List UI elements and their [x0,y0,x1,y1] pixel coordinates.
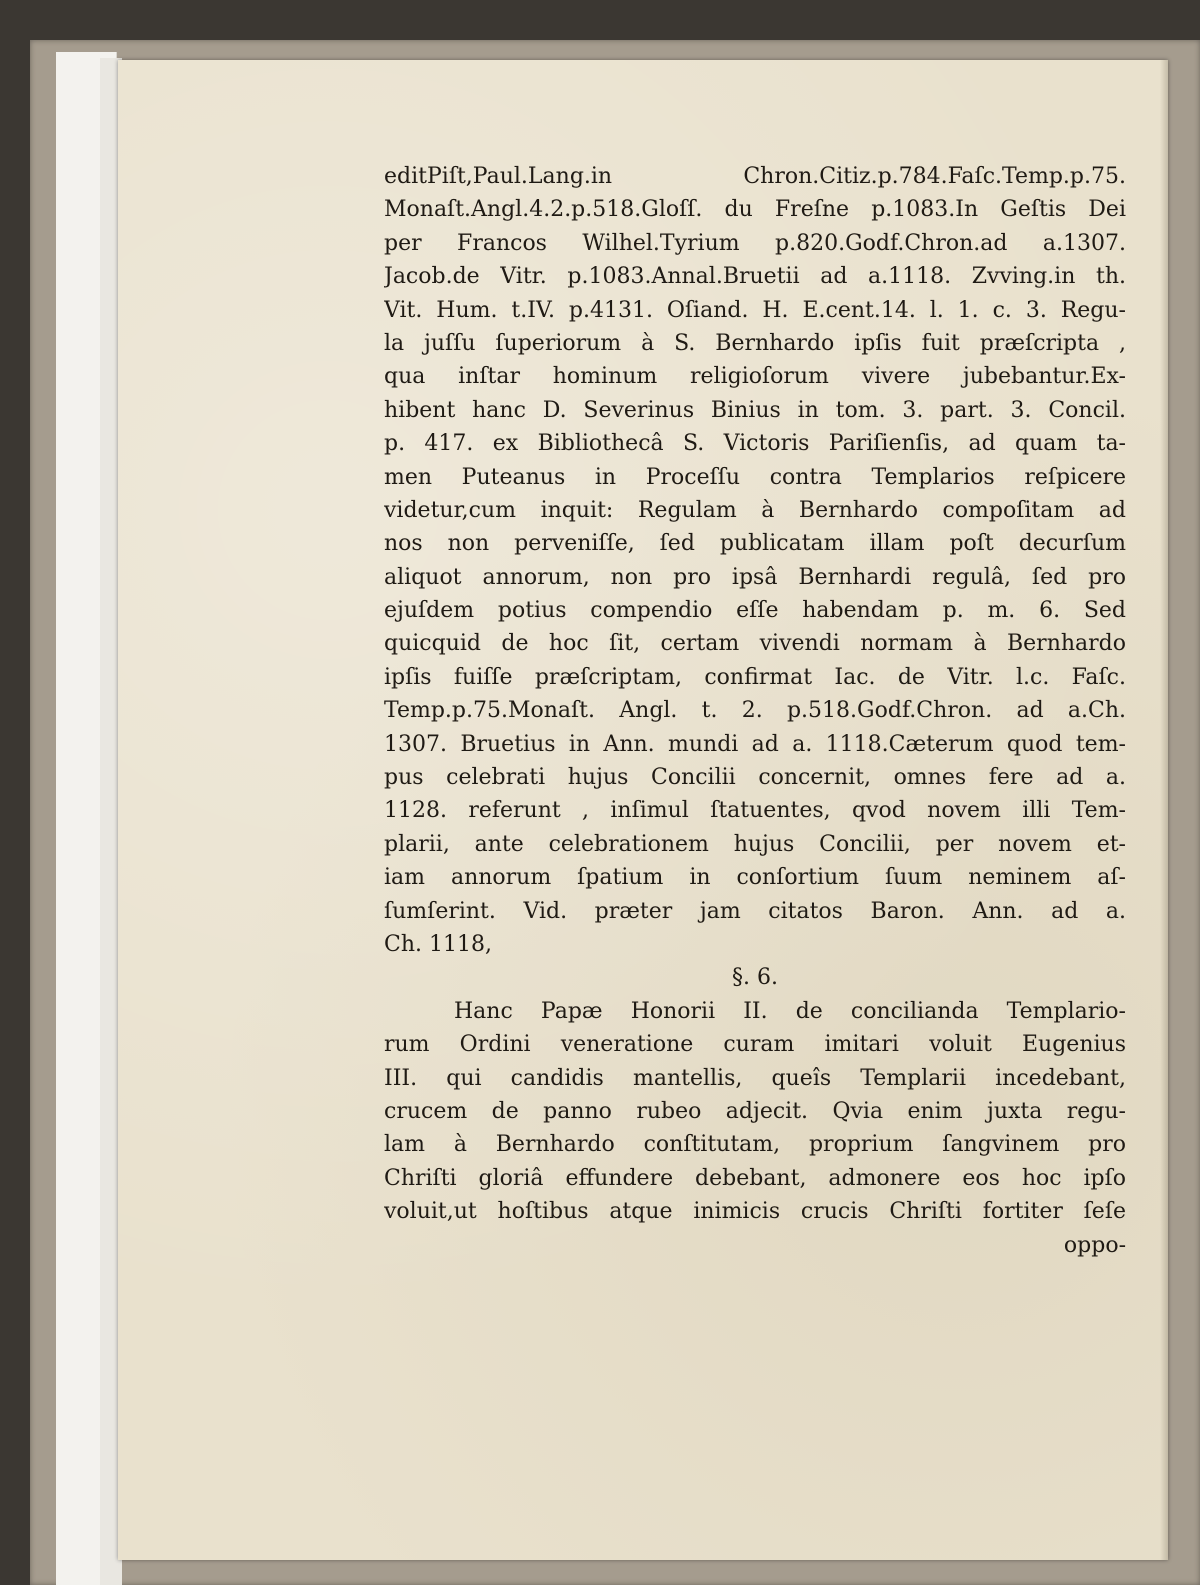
text-line: Monaſt.Angl.4.2.p.518.Gloſſ. du Freſne p.1083.In Geſtis Dei [384,197,1126,223]
page-edge-shadow [1160,60,1168,1560]
text-line: Vit. Hum. t.IV. p.4131. Oſiand. H. E.cent.14. l. 1. c. 3. Regu- [384,297,1126,323]
text-line: ſumſerint. Vid. præter jam citatos Baron. Ann. ad a. [384,898,1126,924]
text-line: hibent hanc D. Severinus Binius in tom. 3. part. 3. Concil. [384,397,1126,423]
text-line: aliquot annorum, non pro ipsâ Bernhardi regulâ, ſed pro [384,564,1126,590]
text-line: 1307. Bruetius in Ann. mundi ad a. 1118.Cæterum quod tem- [384,731,1126,757]
text-line: editPiſt,Paul.Lang.in Chron.Citiz.p.784.Faſc.Temp.p.75. [384,164,1126,189]
text-line: ejuſdem potius compendio eſſe habendam p. m. 6. Sed [384,598,1126,624]
section-text-line: Hanc Papæ Honorii II. de concilianda Templario- [454,998,1126,1024]
text-line: 1128. referunt , inſimul ſtatuentes, qvod novem illi Tem- [384,798,1126,824]
text-line: Jacob.de Vitr. p.1083.Annal.Bruetii ad a.1118. Zvving.in th. [384,264,1126,290]
printed-page [118,60,1168,1560]
text-line: iam annorum ſpatium in conſortium ſuum neminem aſ- [384,865,1126,891]
text-line: videtur,cum inquit: Regulam à Bernhardo compoſitam ad [384,497,1126,523]
text-line: plarii, ante celebrationem hujus Concilii, per novem et- [384,831,1126,857]
text-line: per Francos Wilhel.Tyrium p.820.Godf.Chron.ad a.1307. [384,230,1126,256]
section-text-line: Chriſti gloriâ effundere debebant, admonere eos hoc ipſo [384,1165,1126,1191]
section-text-line: lam à Bernhardo conſtitutam, proprium ſangvinem pro [384,1132,1126,1158]
text-line: nos non perveniſſe, ſed publicatam illam poſt decurſum [384,531,1126,557]
text-line: Temp.p.75.Monaſt. Angl. t. 2. p.518.Godf.Chron. ad a.Ch. [384,698,1126,724]
section-heading: §. 6. [732,965,778,991]
text-line: men Puteanus in Proceſſu contra Templarios reſpicere [384,464,1126,490]
section-text-line: III. qui candidis mantellis, queîs Templarii incedebant, [384,1065,1126,1091]
text-block [384,160,1126,1262]
section-text-line: voluit,ut hoſtibus atque inimicis crucis Chriſti fortiter ſeſe [384,1199,1126,1225]
text-line: qua inſtar hominum religioſorum vivere jubebantur.Ex- [384,364,1126,390]
section-text-line: rum Ordini veneratione curam imitari voluit Eugenius [384,1032,1126,1058]
text-line: quicquid de hoc ſit, certam vivendi normam à Bernhardo [384,631,1126,657]
text-line: pus celebrati hujus Concilii concernit, omnes fere ad a. [384,765,1126,791]
text-line: Ch. 1118, [384,931,492,957]
text-line: la juſſu ſuperiorum à S. Bernhardo ipſis fuit præſcripta , [384,330,1126,356]
catchword: oppo- [1063,1232,1126,1258]
text-line: p. 417. ex Bibliothecâ S. Victoris Pariſienſis, ad quam ta- [384,431,1126,457]
section-text-line: crucem de panno rubeo adjecit. Qvia enim juxta regu- [384,1098,1126,1124]
text-line: ipſis fuiſſe præſcriptam, confirmat Iac. de Vitr. l.c. Faſc. [384,664,1126,690]
